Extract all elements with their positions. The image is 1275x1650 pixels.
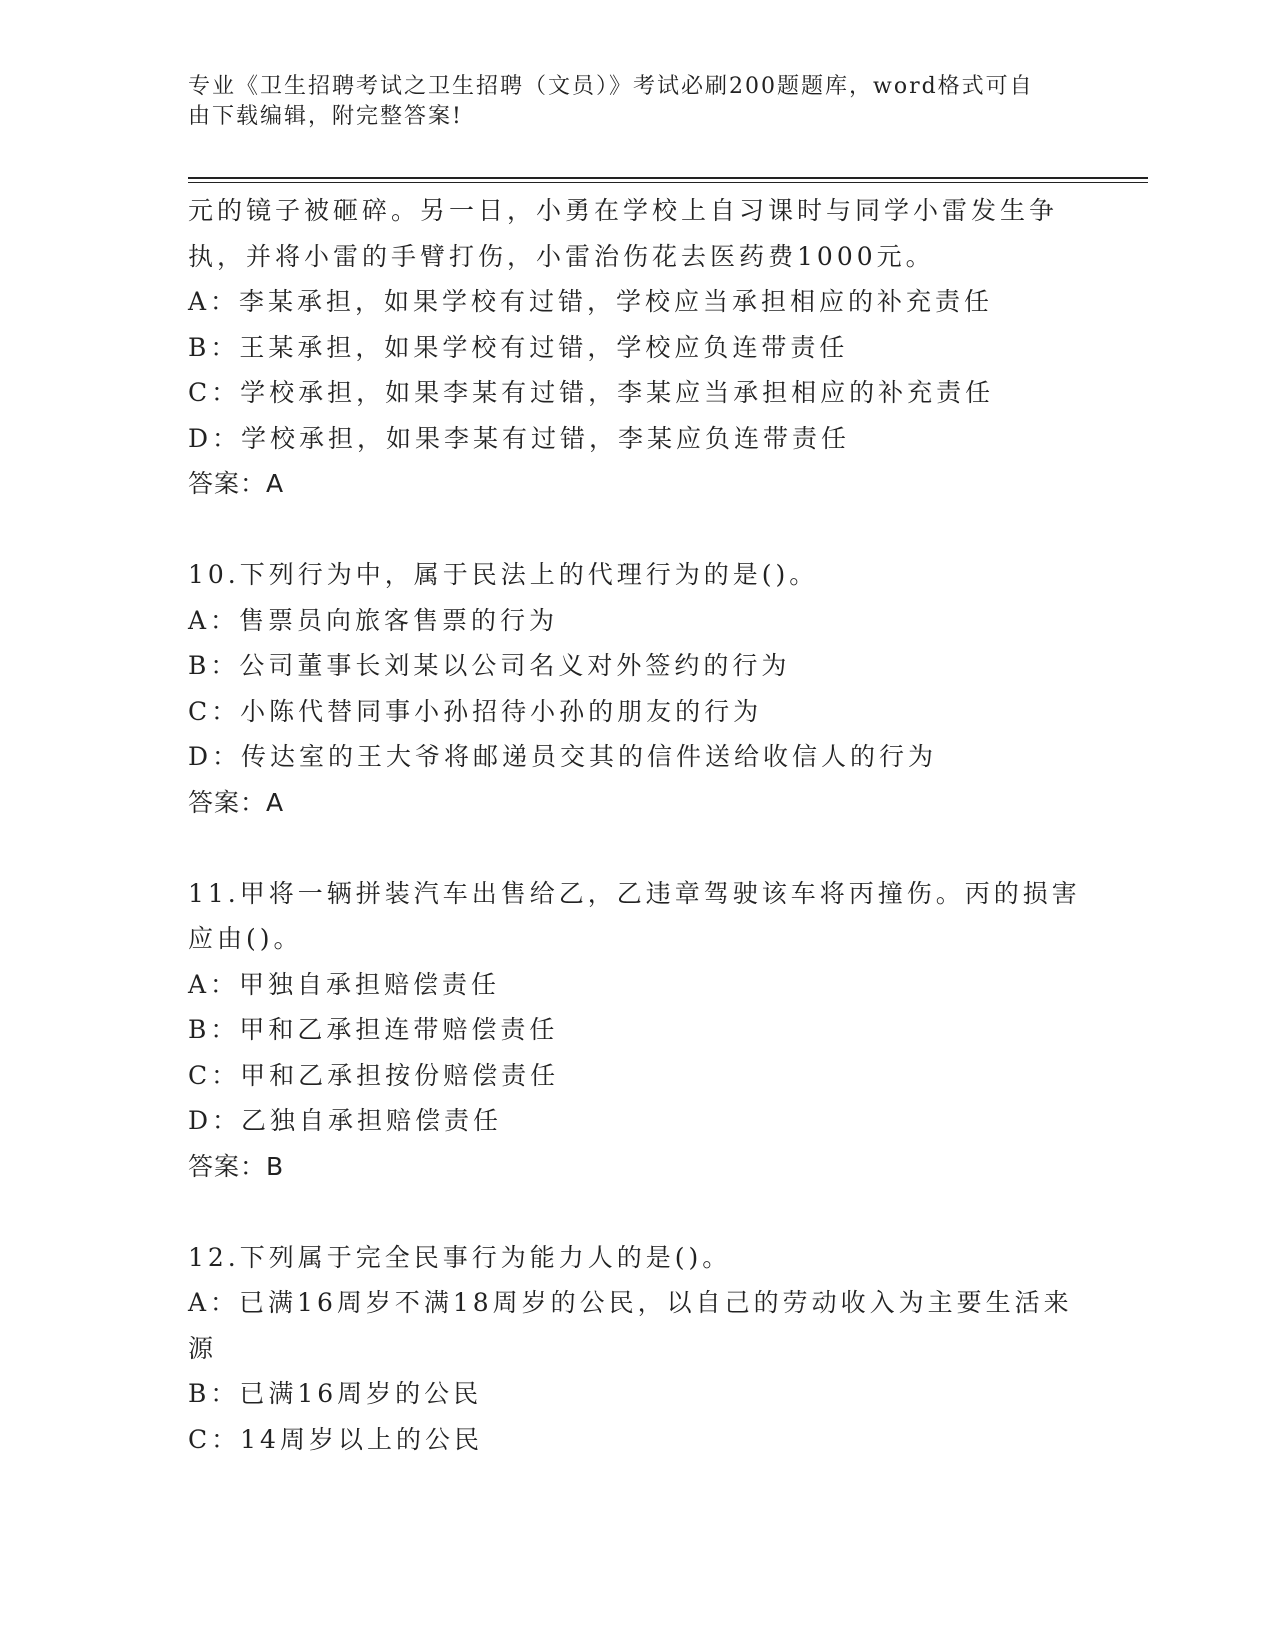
option-a-continued: 源	[188, 1333, 218, 1363]
question-stem-line: 元的镜子被砸碎。另一日，小勇在学校上自习课时与同学小雷发生争	[188, 196, 1059, 225]
question-stem-line: 11.甲将一辆拼装汽车出售给乙，乙违章驾驶该车将丙撞伤。丙的损害	[188, 878, 1081, 908]
spacer	[188, 1189, 1088, 1235]
question-stem-line: 执，并将小雷的手臂打伤，小雷治伤花去医药费1000元。	[188, 241, 935, 271]
option-b: B：已满16周岁的公民	[188, 1379, 483, 1408]
option-a: A：已满16周岁不满18周岁的公民，以自己的劳动收入为主要生活来	[188, 1288, 1073, 1317]
question-stem: 12.下列属于完全民事行为能力人的是()。	[188, 1242, 732, 1272]
option-d: D：乙独自承担赔偿责任	[188, 1106, 503, 1135]
header-rule-thick	[188, 177, 1148, 179]
spacer	[188, 507, 1088, 553]
option-c: C：甲和乙承担按份赔偿责任	[188, 1060, 560, 1090]
option-d: D：传达室的王大爷将邮递员交其的信件送给收信人的行为	[188, 742, 938, 771]
option-b: B：王某承担，如果学校有过错，学校应负连带责任	[188, 332, 849, 362]
answer-line: 答案：A	[188, 787, 285, 817]
option-b: B：公司董事长刘某以公司名义对外签约的行为	[188, 651, 791, 680]
option-a: A：李某承担，如果学校有过错，学校应当承担相应的补充责任	[188, 287, 994, 316]
option-b: B：甲和乙承担连带赔偿责任	[188, 1015, 559, 1044]
question-12	[188, 1235, 1088, 1463]
document-body	[188, 188, 1088, 1462]
answer-line: 答案：B	[188, 1151, 285, 1181]
option-d: D：学校承担，如果李某有过错，李某应负连带责任	[188, 423, 851, 453]
answer-line: 答案：A	[188, 469, 285, 498]
option-c: C：学校承担，如果李某有过错，李某应当承担相应的补充责任	[188, 378, 995, 407]
question-stem: 10.下列行为中，属于民法上的代理行为的是()。	[188, 560, 819, 589]
question-9-continuation	[188, 188, 1088, 507]
option-c: C：小陈代替同事小孙招待小孙的朋友的行为	[188, 696, 763, 726]
option-a: A：售票员向旅客售票的行为	[188, 605, 559, 635]
question-11	[188, 871, 1088, 1190]
question-stem-line: 应由()。	[188, 924, 303, 953]
option-a: A：甲独自承担赔偿责任	[188, 969, 501, 999]
header-line-2: 由下载编辑，附完整答案!	[188, 104, 463, 129]
question-10	[188, 552, 1088, 825]
header-line-1: 专业《卫生招聘考试之卫生招聘（文员）》考试必刷200题题库，word格式可自	[188, 74, 1034, 99]
option-c: C：14周岁以上的公民	[188, 1424, 483, 1454]
header-rule-thin	[188, 182, 1148, 183]
document-header	[188, 72, 1068, 132]
spacer	[188, 825, 1088, 871]
